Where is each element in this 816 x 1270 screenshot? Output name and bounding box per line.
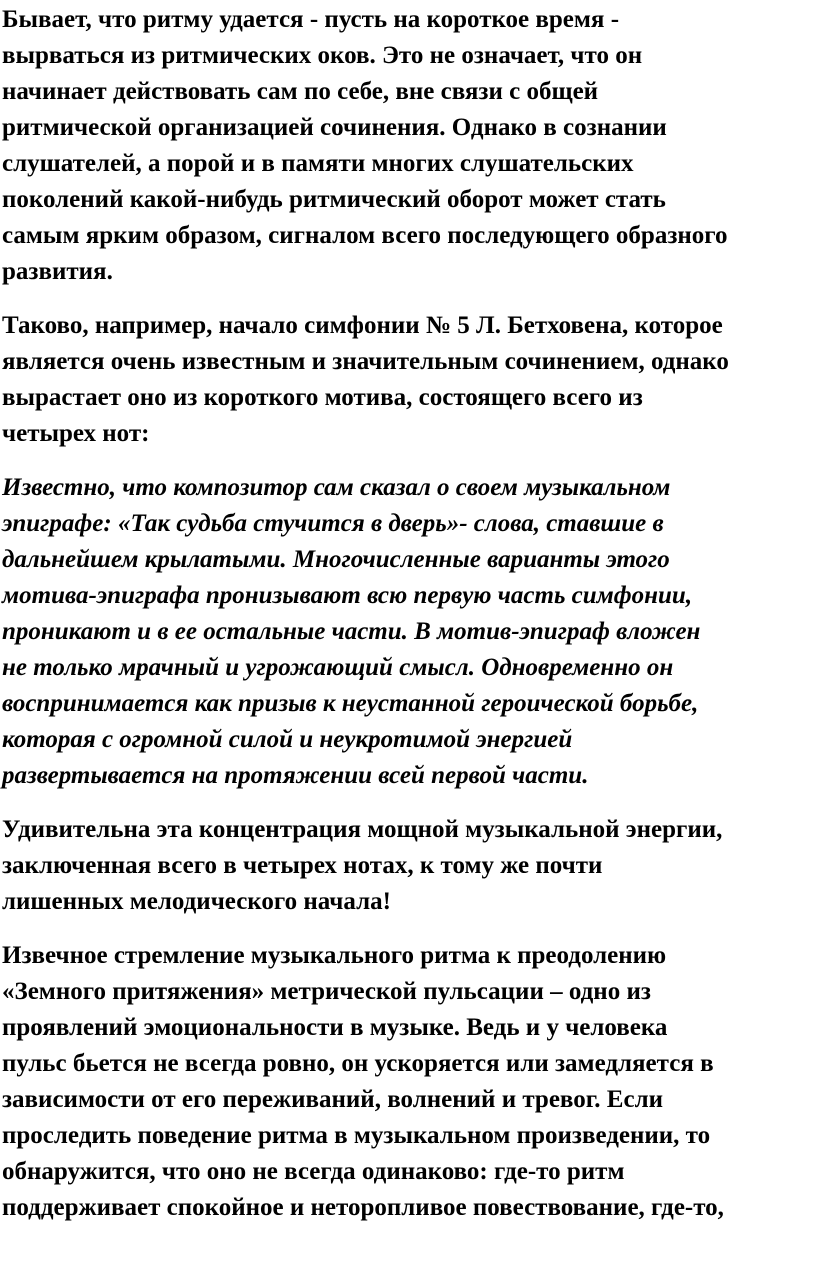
paragraph-3-quote: Известно, что композитор сам сказал о своем музыкальном эпиграфе: «Так судьба стучится в дверь»- слова, ставшие в дальнейшем крылатыми. Многочисленные варианты этого мотива-эпиграфа пронизывают всю первую часть симфонии, проникают и в ее остальные части. В мотив-эпиграф вложен не только мрачный и угрожающий смысл. Одновременно он воспринимается как призыв к неустанной героической борьбе, которая с огромной силой и неукротимой энергией развертывается на протяжении всей первой части. — [2, 474, 701, 789]
document-page — [2, 0, 814, 1244]
paragraph-4: Удивительна эта концентрация мощной музыкальной энергии, заключенная всего в четырех нотах, к тому же почти лишенных мелодического начала! — [2, 816, 723, 915]
paragraph-2: Таково, например, начало симфонии № 5 Л. Бетховена, которое является очень известным и значительным сочинением, однако вырастает оно из короткого мотива, состоящего всего из четырех нот: — [2, 312, 729, 447]
paragraph-1: Бывает, что ритму удается - пусть на короткое время - вырваться из ритмических оков. Это не означает, что он начинает действовать сам по себе, вне связи с общей ритмической организацией сочинения. Однако в сознании слушателей, а порой и в памяти многих слушательских поколений какой-нибудь ритмический оборот может стать самым ярким образом, сигналом всего последующего образного развития. — [2, 6, 728, 285]
paragraph-5: Извечное стремление музыкального ритма к преодолению «Земного притяжения» метрической пульсации – одно из проявлений эмоциональности в музыке. Ведь и у человека пульс бьется не всегда ровно, он ускоряется или замедляется в зависимости от его переживаний, волнений и тревог. Если проследить поведение ритма в музыкальном произведении, то обнаружится, что оно не всегда одинаково: где-то ритм поддерживает спокойное и неторопливое повествование, где-то, — [2, 942, 724, 1221]
